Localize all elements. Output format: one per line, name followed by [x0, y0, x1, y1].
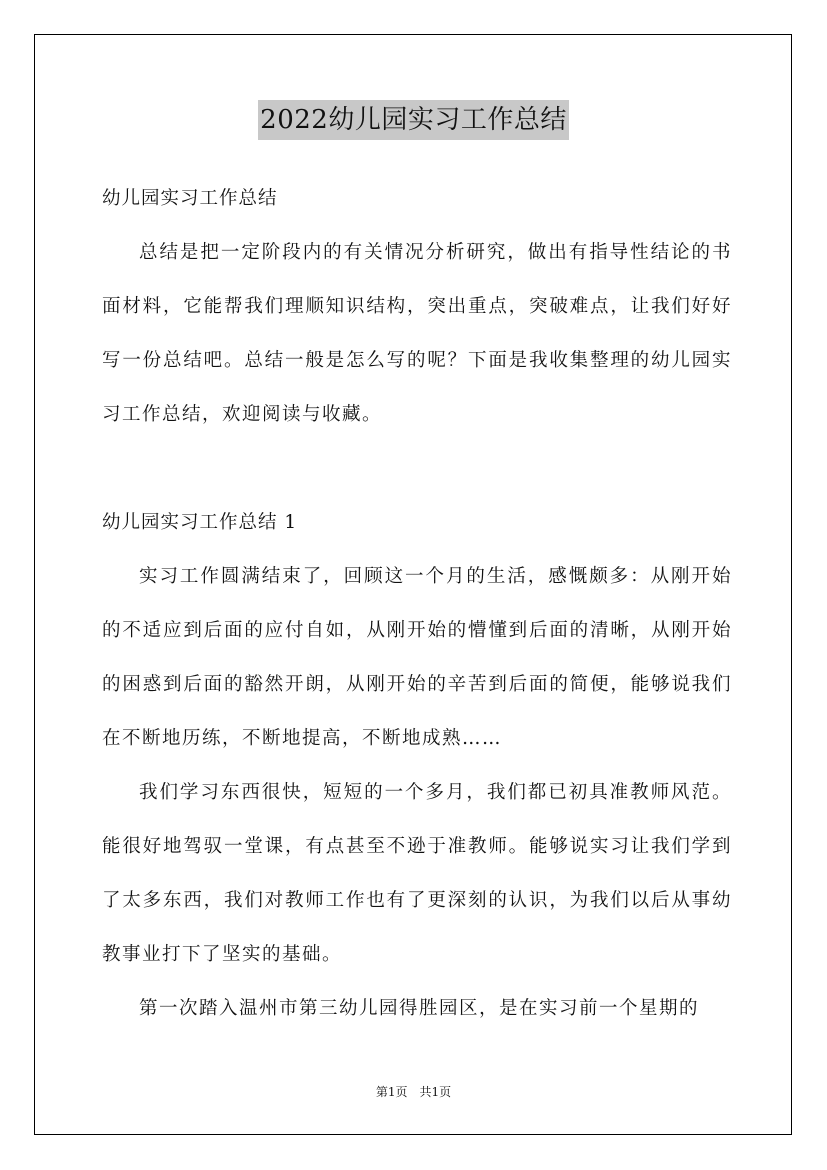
- intro-paragraph: 总结是把一定阶段内的有关情况分析研究，做出有指导性结论的书面材料，它能帮我们理顺知识结构，突出重点，突破难点，让我们好好写一份总结吧。总结一般是怎么写的呢？下面是我收集整理的幼儿园实习工作总结，欢迎阅读与收藏。: [102, 242, 732, 425]
- section-heading: 幼儿园实习工作总结: [102, 188, 278, 209]
- page-footer: [0, 1082, 827, 1102]
- body-paragraph-1: 实习工作圆满结束了，回顾这一个月的生活，感慨颇多：从刚开始的不适应到后面的应付自如，从刚开始的懵懂到后面的清晰，从刚开始的困惑到后面的豁然开朗，从刚开始的辛苦到后面的简便，能够说我们在不断地历练，不断地提高，不断地成熟……: [102, 566, 732, 749]
- page-number: 第1页 共1页: [375, 1085, 452, 1099]
- document-title: 2022幼儿园实习工作总结: [258, 100, 569, 140]
- section-heading-1: 幼儿园实习工作总结 1: [102, 512, 298, 533]
- body-paragraph-3: 第一次踏入温州市第三幼儿园得胜园区，是在实习前一个星期的: [139, 998, 700, 1019]
- blank-line: [102, 442, 732, 496]
- title-container: [0, 100, 827, 140]
- body-paragraph-2: 我们学习东西很快，短短的一个多月，我们都已初具准教师风范。能很好地驾驭一堂课，有点甚至不逊于准教师。能够说实习让我们学到了太多东西，我们对教师工作也有了更深刻的认识，为我们以后从事幼教事业打下了坚实的基础。: [102, 782, 732, 965]
- document-body: [102, 172, 732, 1036]
